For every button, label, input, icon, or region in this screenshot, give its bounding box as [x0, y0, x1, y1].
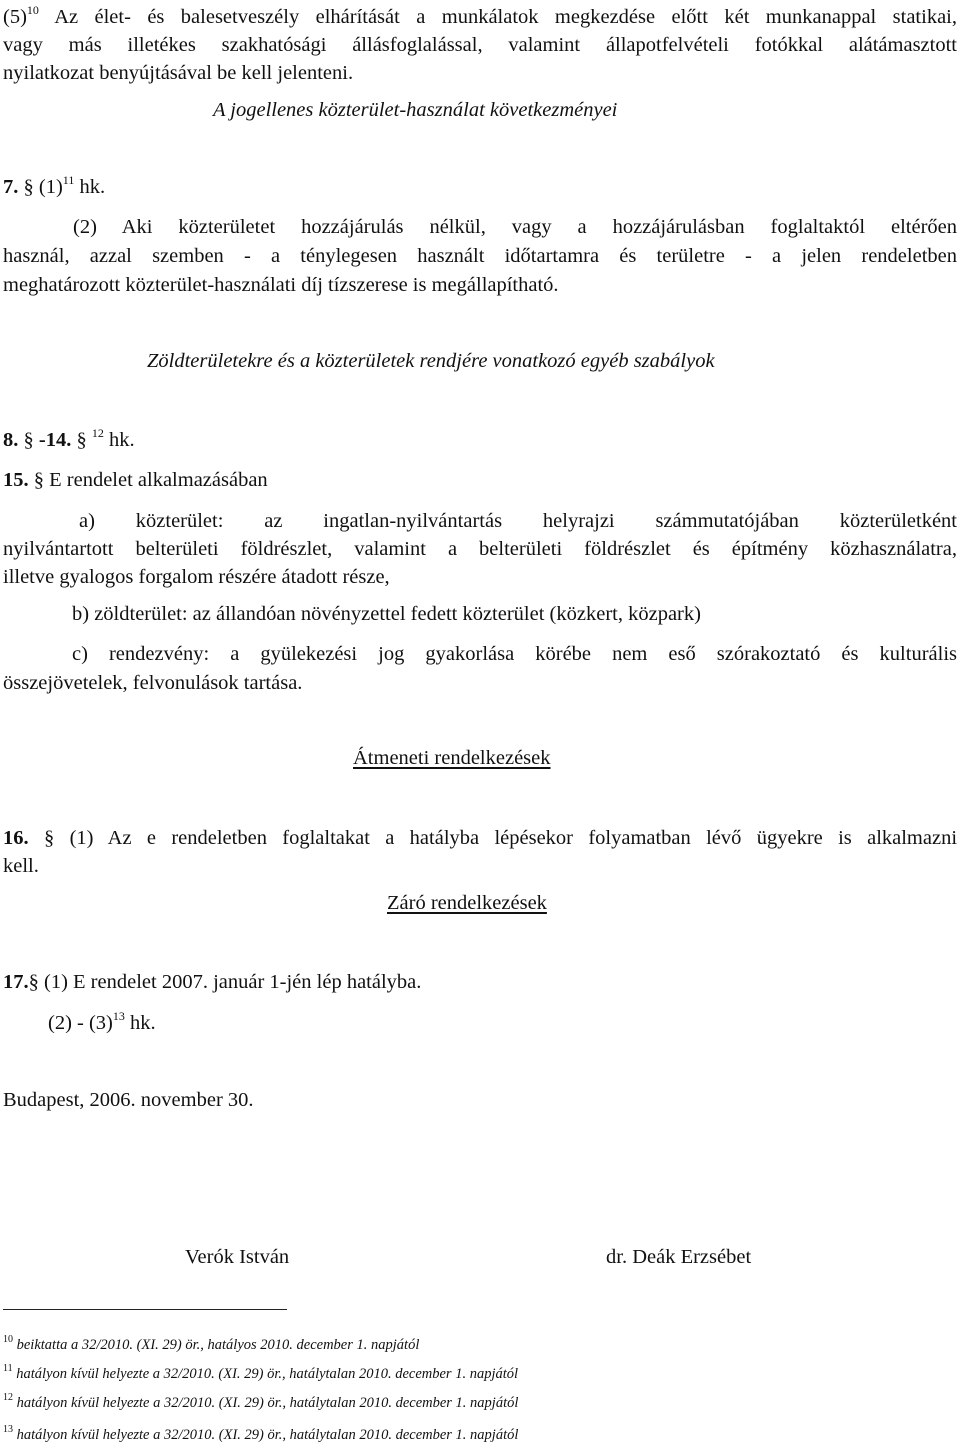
- footnote-13: [3, 1426, 518, 1444]
- section-5-text-1: Az élet- és balesetveszély elhárítását a munkálatok megkezdése előtt két munkanappal statikai,: [54, 6, 957, 28]
- heading-consequences: A jogellenes közterület-használat következményei: [213, 99, 618, 121]
- par-17-text: (1) E rendelet 2007. január 1-jén lép hatályba.: [44, 971, 422, 993]
- section-5-label: (5): [3, 6, 27, 28]
- footnote-ref-12[interactable]: 12: [91, 426, 104, 440]
- par-15-a-line-1: a) közterület: az ingatlan-nyilvántartás helyrajzi számmutatójában közterületként: [79, 510, 957, 532]
- par-7-sub: (1): [38, 176, 63, 198]
- par-16-text: (1) Az e rendeletben foglaltakat a hatályba lépésekor folyamatban lévő ügyekre is alkalmazni: [69, 827, 958, 849]
- heading-closing: Záró rendelkezések: [387, 892, 547, 914]
- par-7-heading: [3, 174, 957, 201]
- signature-right: dr. Deák Erzsébet: [606, 1246, 752, 1268]
- place-date: Budapest, 2006. november 30.: [3, 1089, 254, 1111]
- par-17-line-2: [48, 1010, 957, 1037]
- signature-left: Verók István: [185, 1246, 290, 1268]
- par-17-sub: (2) - (3): [48, 1012, 113, 1034]
- par-7-2-line-3: meghatározott közterület-használati díj tízszerese is megállapítható.: [3, 274, 559, 296]
- par-15-a-line-2: nyilvántartott belterületi földrészlet, valamint a belterületi földrészlet és építmény közhasználatra,: [3, 538, 957, 560]
- footnote-ref-10[interactable]: 10: [26, 3, 39, 17]
- section-5-line-2: vagy más illetékes szakhatósági állásfoglalással, valamint állapotfelvételi fotókkal alátámasztott: [3, 34, 957, 56]
- footnote-11: [3, 1365, 518, 1383]
- footnote-text: hatályon kívül helyezte a 32/2010. (XI. 29) ör., hatálytalan 2010. december 1. napjától: [16, 1427, 519, 1443]
- par-15-c-line-1: c) rendezvény: a gyülekezési jog gyakorlása körébe nem eső szórakoztató és kulturális: [72, 643, 957, 665]
- footnote-number: 11: [3, 1363, 13, 1374]
- par-17-tail: hk.: [130, 1012, 156, 1034]
- par-15-c-line-2: összejövetelek, felvonulások tartása.: [3, 672, 303, 694]
- section-5-line-3: nyilatkozat benyújtásával be kell jelenteni.: [3, 62, 354, 84]
- par-8-tail: hk.: [108, 429, 135, 451]
- par-7-number: 7.: [3, 176, 19, 198]
- par-15-heading: [3, 467, 957, 494]
- section-sign: §: [28, 971, 39, 993]
- par-15-intro: E rendelet alkalmazásában: [49, 469, 268, 491]
- section-sign: §: [33, 469, 44, 491]
- footnote-text: beiktatta a 32/2010. (XI. 29) ör., hatályos 2010. december 1. napjától: [16, 1337, 420, 1353]
- footnote-number: 13: [3, 1424, 13, 1435]
- par-15-a-line-3: illetve gyalogos forgalom részére átadott része,: [3, 566, 390, 588]
- par-7-2-line-2: használ, azzal szemben - a ténylegesen használt időtartamra és területre - a jelen rendeletben: [3, 245, 957, 267]
- par-16-line-1: [3, 825, 957, 852]
- footnote-separator: [3, 1309, 287, 1310]
- heading-green-areas: Zöldterületekre és a közterületek rendjére vonatkozó egyéb szabályok: [147, 350, 715, 372]
- par-8-number: 8.: [3, 429, 19, 451]
- heading-transitional: Átmeneti rendelkezések: [353, 747, 551, 769]
- section-sign: §: [76, 429, 87, 451]
- section-sign: §: [23, 429, 34, 451]
- footnote-ref-11[interactable]: 11: [62, 173, 75, 187]
- par-16-line-2: kell.: [3, 855, 39, 877]
- par-15-b: b) zöldterület: az állandóan növényzettel fedett közterület (közkert, közpark): [72, 603, 701, 625]
- footnote-text: hatályon kívül helyezte a 32/2010. (XI. 29) ör., hatálytalan 2010. december 1. napjától: [16, 1395, 519, 1411]
- par-7-tail: hk.: [79, 176, 106, 198]
- footnote-text: hatályon kívül helyezte a 32/2010. (XI. 29) ör., hatálytalan 2010. december 1. napjától: [16, 1366, 519, 1382]
- par-7-2-line-1: (2) Aki közterületet hozzájárulás nélkül, vagy a hozzájárulásban foglaltaktól eltérően: [73, 216, 957, 238]
- footnote-10: [3, 1336, 419, 1354]
- footnote-ref-13[interactable]: 13: [112, 1009, 125, 1023]
- par-15-number: 15.: [3, 469, 29, 491]
- footnote-number: 12: [3, 1392, 13, 1403]
- footnote-number: 10: [3, 1334, 13, 1345]
- par-17-number: 17.: [3, 971, 29, 993]
- par-8-heading: [3, 427, 957, 454]
- par-17-line-1: [3, 969, 957, 996]
- section-5-line-1: [3, 4, 957, 31]
- par-8-range: -14.: [38, 429, 72, 451]
- footnote-12: [3, 1394, 518, 1412]
- section-sign: §: [23, 176, 34, 198]
- section-sign: §: [43, 827, 55, 849]
- par-16-number: 16.: [3, 827, 29, 849]
